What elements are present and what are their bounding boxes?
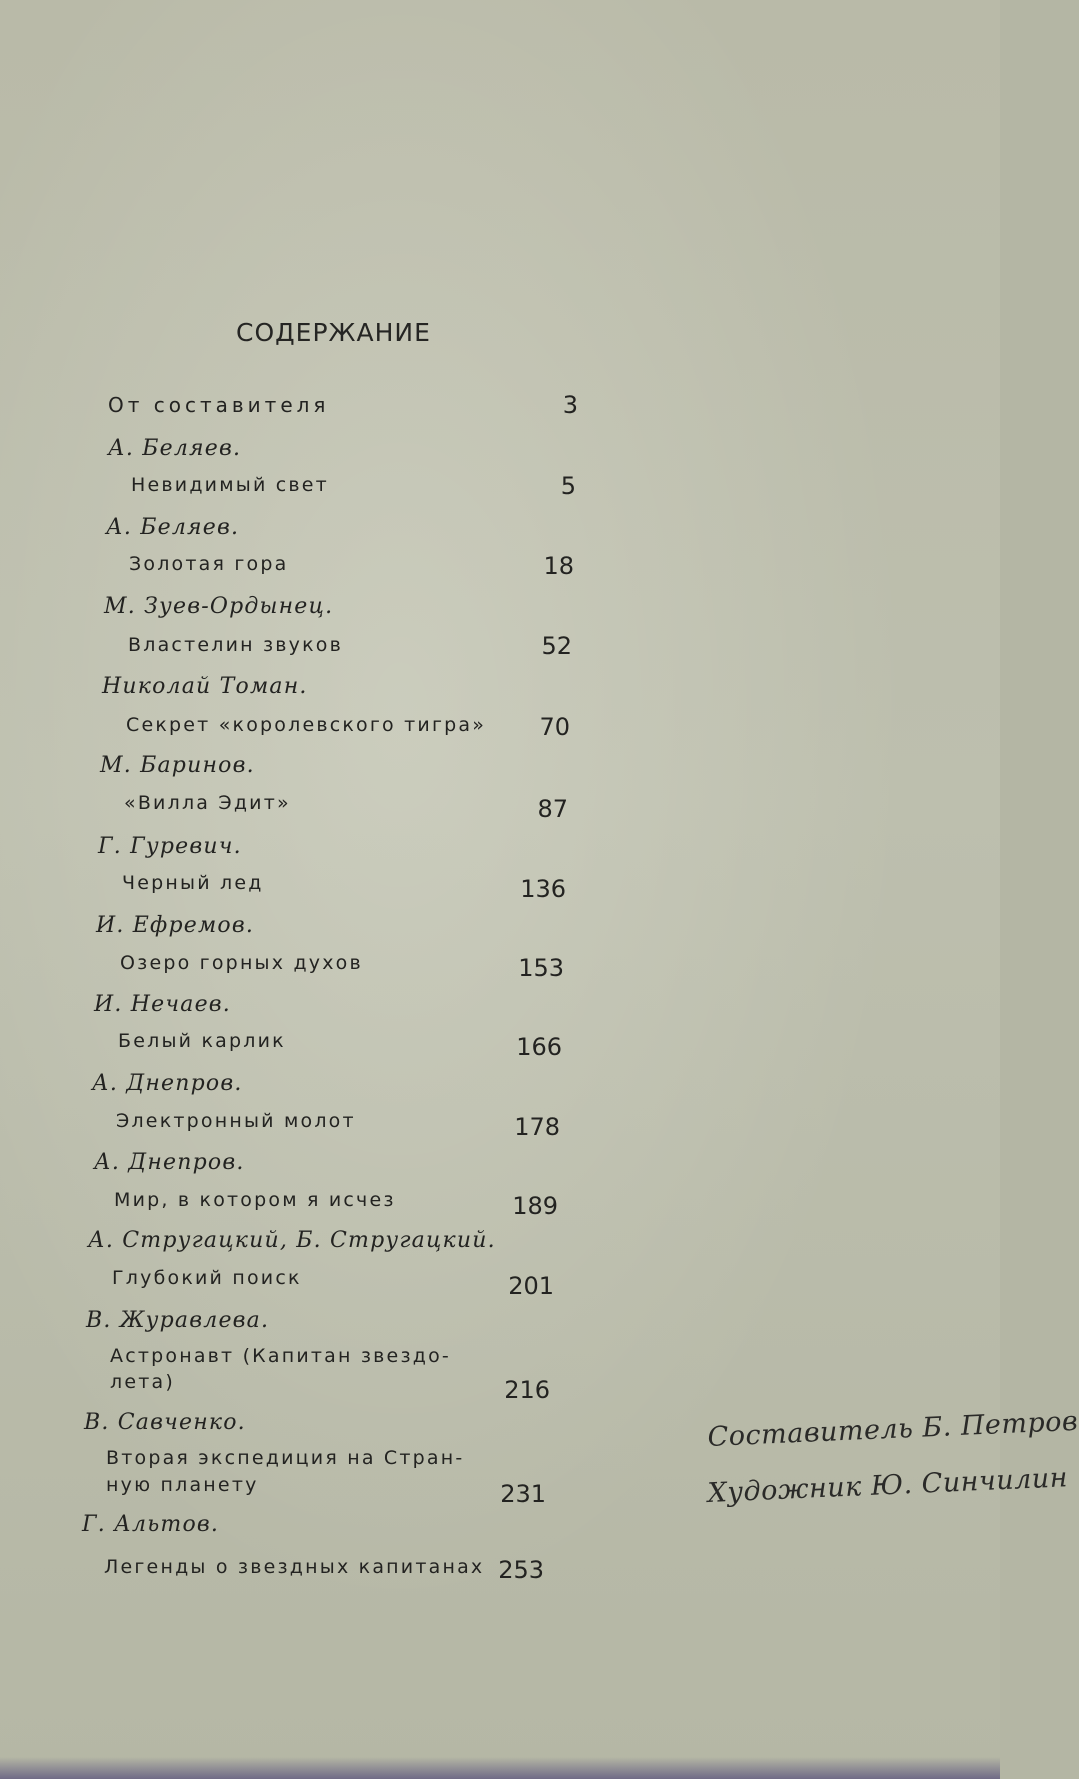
toc-page-number: 18 xyxy=(543,552,574,580)
toc-page-number: 253 xyxy=(498,1556,544,1584)
toc-page-number: 136 xyxy=(520,875,566,903)
toc-work-title: Невидимый свет xyxy=(131,474,329,496)
toc-author: И. Ефремов. xyxy=(96,913,255,938)
toc-work-title-continuation: ную планету xyxy=(106,1474,259,1496)
toc-work-title: Озеро горных духов xyxy=(120,952,363,974)
toc-page-number: 166 xyxy=(516,1033,562,1061)
toc-page-number: 52 xyxy=(541,632,572,660)
toc-page-number: 231 xyxy=(500,1480,546,1508)
toc-work-title: Секрет «королевского тигра» xyxy=(126,714,487,736)
toc-author: В. Журавлева. xyxy=(86,1308,270,1333)
toc-author: М. Зуев-Ордынец. xyxy=(104,594,334,619)
artist-credit: Художник Ю. Синчилин xyxy=(707,1462,1069,1509)
toc-page-number: 153 xyxy=(518,954,564,982)
toc-intro-label: От составителя xyxy=(108,393,330,417)
toc-author: И. Нечаев. xyxy=(94,992,231,1017)
toc-work-title: «Вилла Эдит» xyxy=(124,792,291,814)
toc-author: Г. Альтов. xyxy=(82,1512,220,1537)
toc-work-title: Мир, в котором я исчез xyxy=(114,1189,396,1211)
toc-page-number: 70 xyxy=(539,713,570,741)
toc-author: А. Стругацкий, Б. Стругацкий. xyxy=(88,1228,496,1253)
toc-author: А. Беляев. xyxy=(108,436,242,461)
toc-work-title: Черный лед xyxy=(122,872,264,894)
toc-author: А. Днепров. xyxy=(94,1150,245,1175)
toc-intro-page: 3 xyxy=(562,391,578,419)
toc-work-title: Легенды о звездных капитанах xyxy=(104,1556,485,1578)
toc-work-title: Властелин звуков xyxy=(128,634,344,656)
toc-page-number: 201 xyxy=(508,1272,554,1300)
toc-author: А. Беляев. xyxy=(106,515,240,540)
toc-author: В. Савченко. xyxy=(84,1410,246,1435)
toc-author: Николай Томан. xyxy=(102,674,308,699)
toc-author: Г. Гуревич. xyxy=(98,834,242,859)
toc-page-number: 87 xyxy=(537,795,568,823)
toc-work-title-continuation: лета) xyxy=(110,1371,175,1393)
toc-work-title: Глубокий поиск xyxy=(112,1267,302,1289)
toc-page-number: 178 xyxy=(514,1113,560,1141)
toc-author: М. Баринов. xyxy=(100,753,255,778)
compiler-credit: Составитель Б. Петров xyxy=(707,1405,1079,1453)
toc-work-title: Вторая экспедиция на Стран- xyxy=(106,1447,465,1469)
toc-work-title: Электронный молот xyxy=(116,1110,356,1132)
toc-page-number: 189 xyxy=(512,1192,558,1220)
toc-work-title: Белый карлик xyxy=(118,1030,286,1052)
toc-work-title: Золотая гора xyxy=(129,553,289,575)
toc-page-number: 5 xyxy=(560,472,576,500)
toc-author: А. Днепров. xyxy=(92,1071,243,1096)
toc-work-title: Астронавт (Капитан звездо- xyxy=(110,1345,451,1367)
toc-page-number: 216 xyxy=(504,1376,550,1404)
toc-title: СОДЕРЖАНИЕ xyxy=(236,318,431,347)
